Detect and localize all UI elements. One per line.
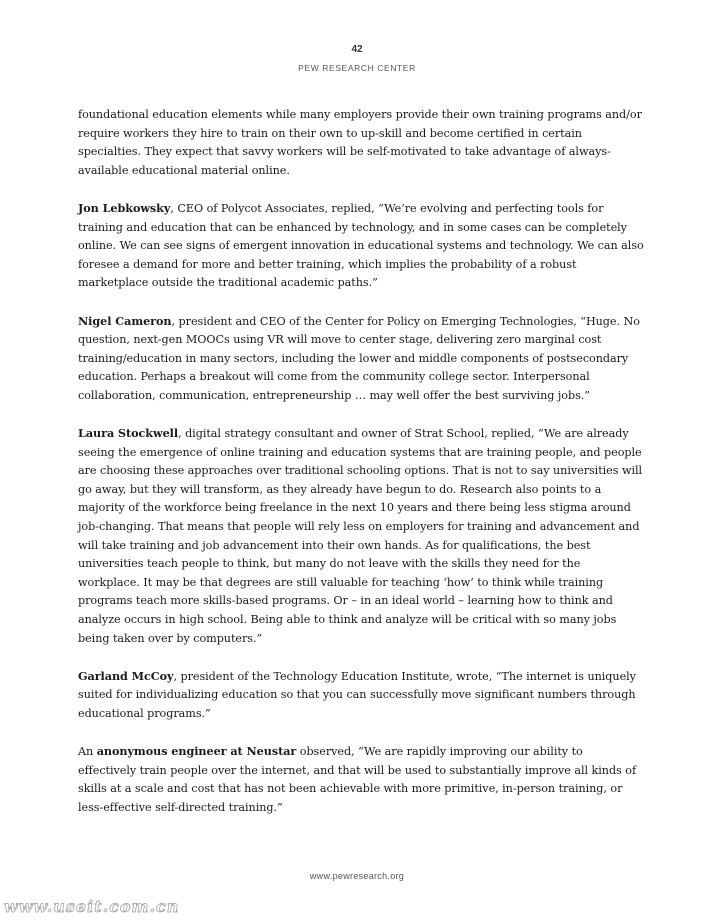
speaker-name: Jon Lebkowsky bbox=[78, 200, 171, 215]
article-body bbox=[78, 106, 644, 836]
header-org-name: PEW RESEARCH CENTER bbox=[298, 63, 416, 73]
paragraph-text: foundational education elements while many employers provide their own training programs and/or require workers they hire to train on their own to up-skill and become certified in certain specialties. They expect that savvy workers will be self-motivated to take advantage of always-available educational material online. bbox=[78, 108, 642, 177]
quote-jon-lebkowsky bbox=[78, 199, 644, 293]
quote-garland-mccoy bbox=[78, 667, 644, 724]
watermark: www.useit.com.cn bbox=[4, 897, 180, 916]
paragraph-intro bbox=[78, 106, 644, 180]
footer-url: www.pewresearch.org bbox=[309, 871, 405, 881]
quote-text: , CEO of Polycot Associates, replied, “We’re evolving and perfecting tools for training and education that can be enhanced by technology, and in some cases can be completely online. We can see signs of emergent innovation in educational systems and technology. We can also foresee a demand for more and better training, which implies the probability of a robust marketplace outside the traditional academic paths.” bbox=[78, 201, 644, 290]
quote-laura-stockwell bbox=[78, 424, 644, 648]
speaker-name: anonymous engineer at Neustar bbox=[96, 744, 297, 759]
speaker-name: Nigel Cameron bbox=[78, 313, 172, 328]
quote-text: , president and CEO of the Center for Policy on Emerging Technologies, “Huge. No question, next-gen MOOCs using VR will move to center stage, delivering zero marginal cost training/education in many sectors, including the lower and middle components of postsecondary education. Perhaps a breakout will come from the community college sector. Interpersonal collaboration, communication, entrepreneurship … may well offer the best surviving jobs.” bbox=[78, 314, 640, 402]
page-number: 42 bbox=[351, 44, 363, 55]
quote-anonymous-engineer bbox=[78, 742, 644, 817]
quote-text: observed, “We are rapidly improving our ability to effectively train people over the internet, and that will be used to substantially improve all kinds of skills at a scale and cost that has not been achievable with more primitive, in-person training, or less-effective self-directed training.” bbox=[78, 745, 637, 814]
quote-prefix: An bbox=[78, 745, 97, 759]
quote-text: , president of the Technology Education Institute, wrote, “The internet is uniquely suited for individualizing education so that you can successfully move significant numbers through educational programs.” bbox=[78, 669, 636, 720]
quote-text: , digital strategy consultant and owner of Strat School, replied, “We are already seeing the emergence of online training and education systems that are training people, and people are choosing these approaches over traditional schooling options. That is not to say universities will go away, but they will transform, as they already have begun to do. Research also points to a majority of the workforce being freelance in the next 10 years and there being less stigma around job-changing. That means that people will rely less on employers for training and advancement and will take training and job advancement into their own hands. As for qualifications, the best universities teach people to think, but many do not leave with the skills they need for the workplace. It may be that degrees are still valuable for teaching ‘how’ to think while training programs teach more skills-based programs. Or – in an ideal world – learning how to think and analyze occurs in high school. Being able to think and analyze will be critical with so many jobs being taken over by computers.” bbox=[78, 427, 643, 645]
speaker-name: Laura Stockwell bbox=[78, 426, 179, 441]
speaker-name: Garland McCoy bbox=[78, 668, 174, 683]
quote-nigel-cameron bbox=[78, 312, 644, 406]
